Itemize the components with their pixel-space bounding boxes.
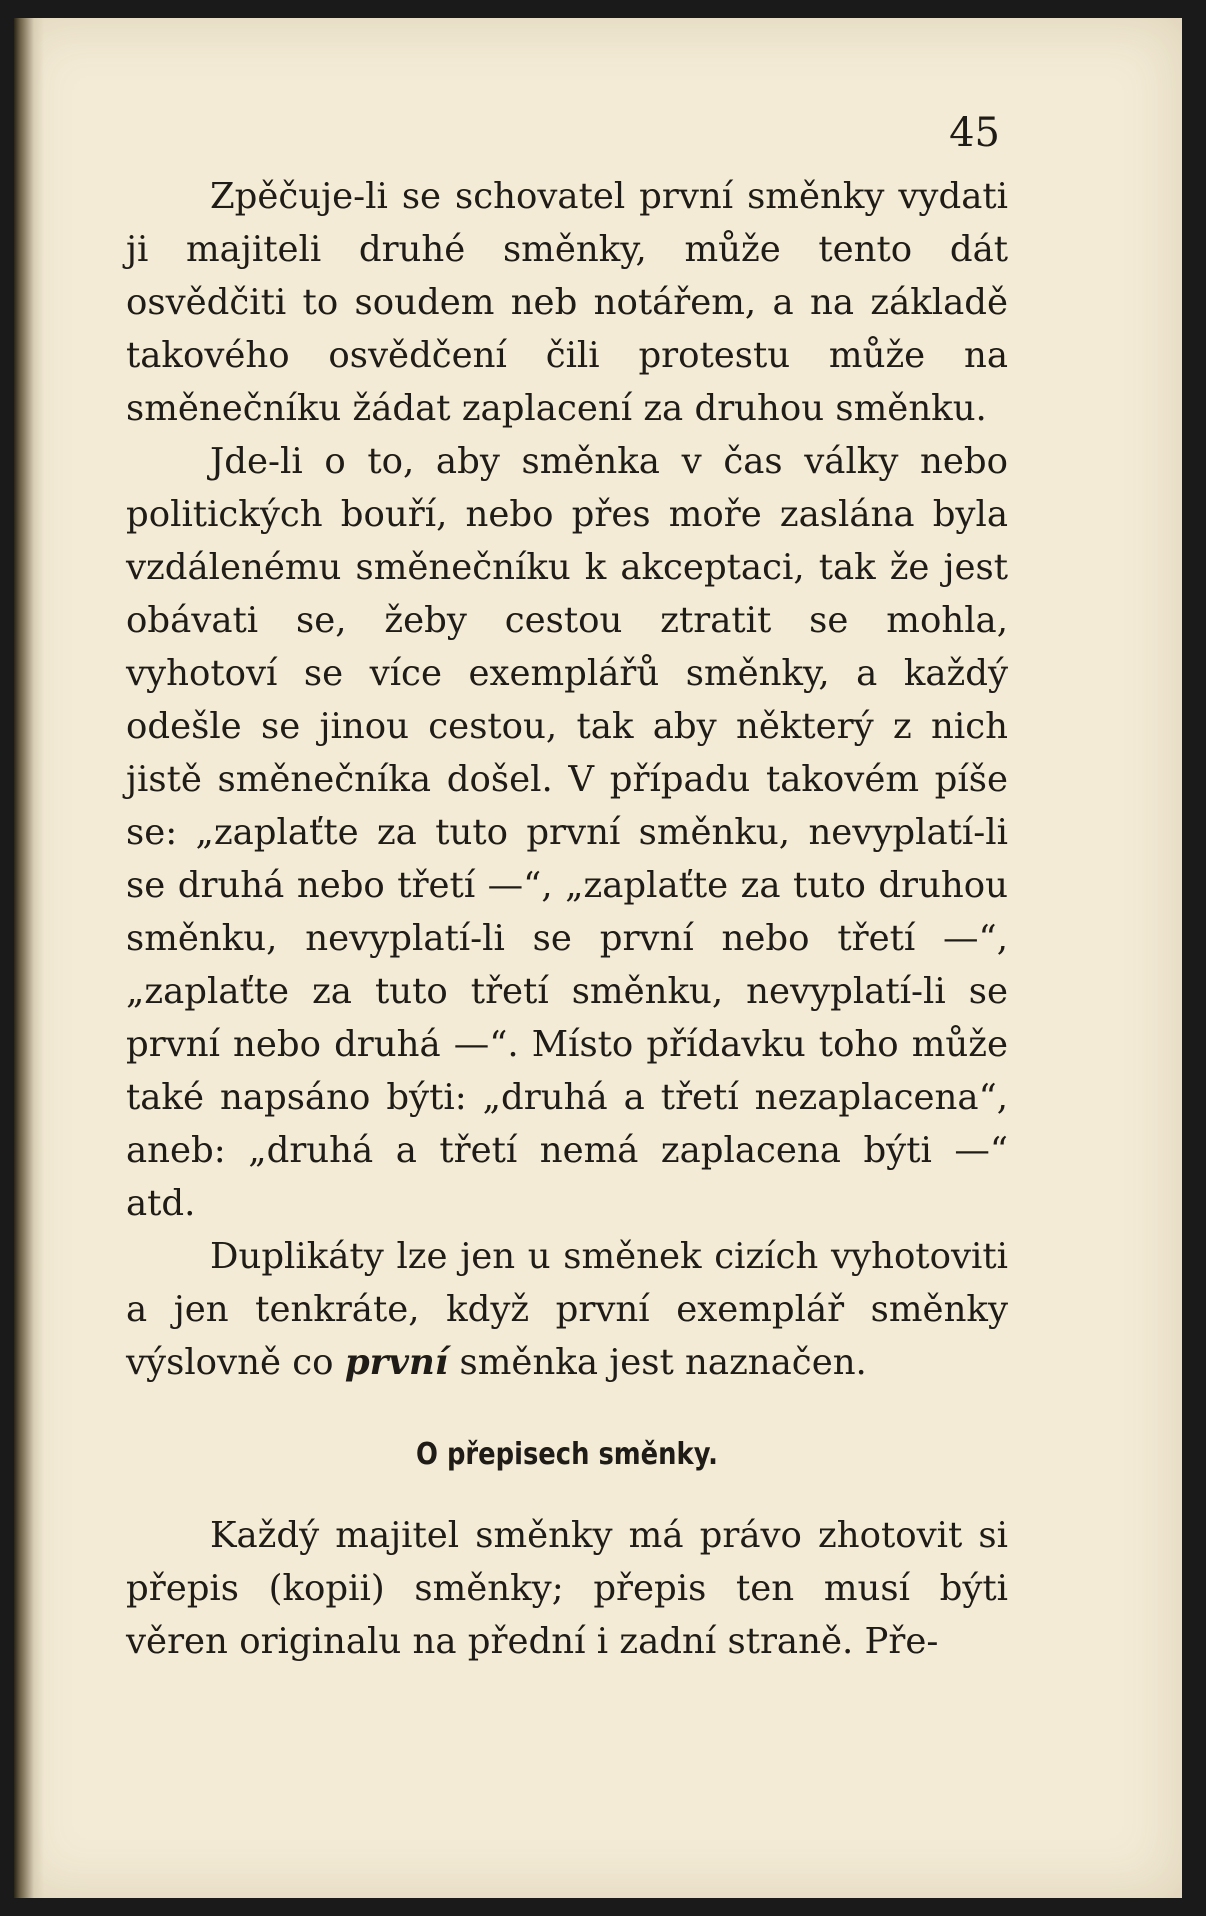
paragraph-4: Každý majitel směnky má právo zhotovit si přepis (kopii) směnky; přepis ten musí býti věren originalu na přední i zadní straně. Pře- [126, 1515, 1008, 1662]
section-heading: O přepisech směnky. [416, 1437, 718, 1472]
paragraph-3-after: směnka jest naznačen. [448, 1342, 867, 1383]
page-gutter [14, 18, 44, 1898]
page-text [126, 170, 1008, 1668]
page-number: 45 [949, 110, 1000, 156]
paragraph-3 [126, 1230, 1008, 1389]
paragraph-1: Zpěčuje-li se schovatel první směnky vydati ji majiteli druhé směnky, může tento dát osvědčiti to soudem neb notářem, a na základě takového osvědčení čili protestu může na směnečníku žádat zaplacení za druhou směnku. [126, 176, 1008, 429]
paragraph-3-before: Duplikáty lze jen u směnek cizích vyhotoviti a jen tenkráte, když první exemplář směnky výslovně co [126, 1236, 1008, 1383]
book-page [14, 18, 1182, 1898]
paragraph-3-emphasis: první [344, 1342, 449, 1383]
paragraph-2: Jde-li o to, aby směnka v čas války nebo politických bouří, nebo přes moře zaslána byla vzdálenému směnečníku k akceptaci, tak že jest obávati se, žeby cestou ztratit se mohla, vyhotoví se více exemplářů směnky, a každý odešle se jinou cestou, tak aby některý z nich jistě směnečníka došel. V případu takovém píše se: „zaplaťte za tuto první směnku, nevyplatí-li se druhá nebo třetí —“, „zaplaťte za tuto druhou směnku, nevyplatí-li se první nebo třetí —“, „zaplaťte za tuto třetí směnku, nevyplatí-li se první nebo druhá —“. Místo přídavku toho může také napsáno býti: „druhá a třetí nezaplacena“, aneb: „druhá a třetí nemá zaplacena býti —“ atd. [126, 441, 1008, 1224]
